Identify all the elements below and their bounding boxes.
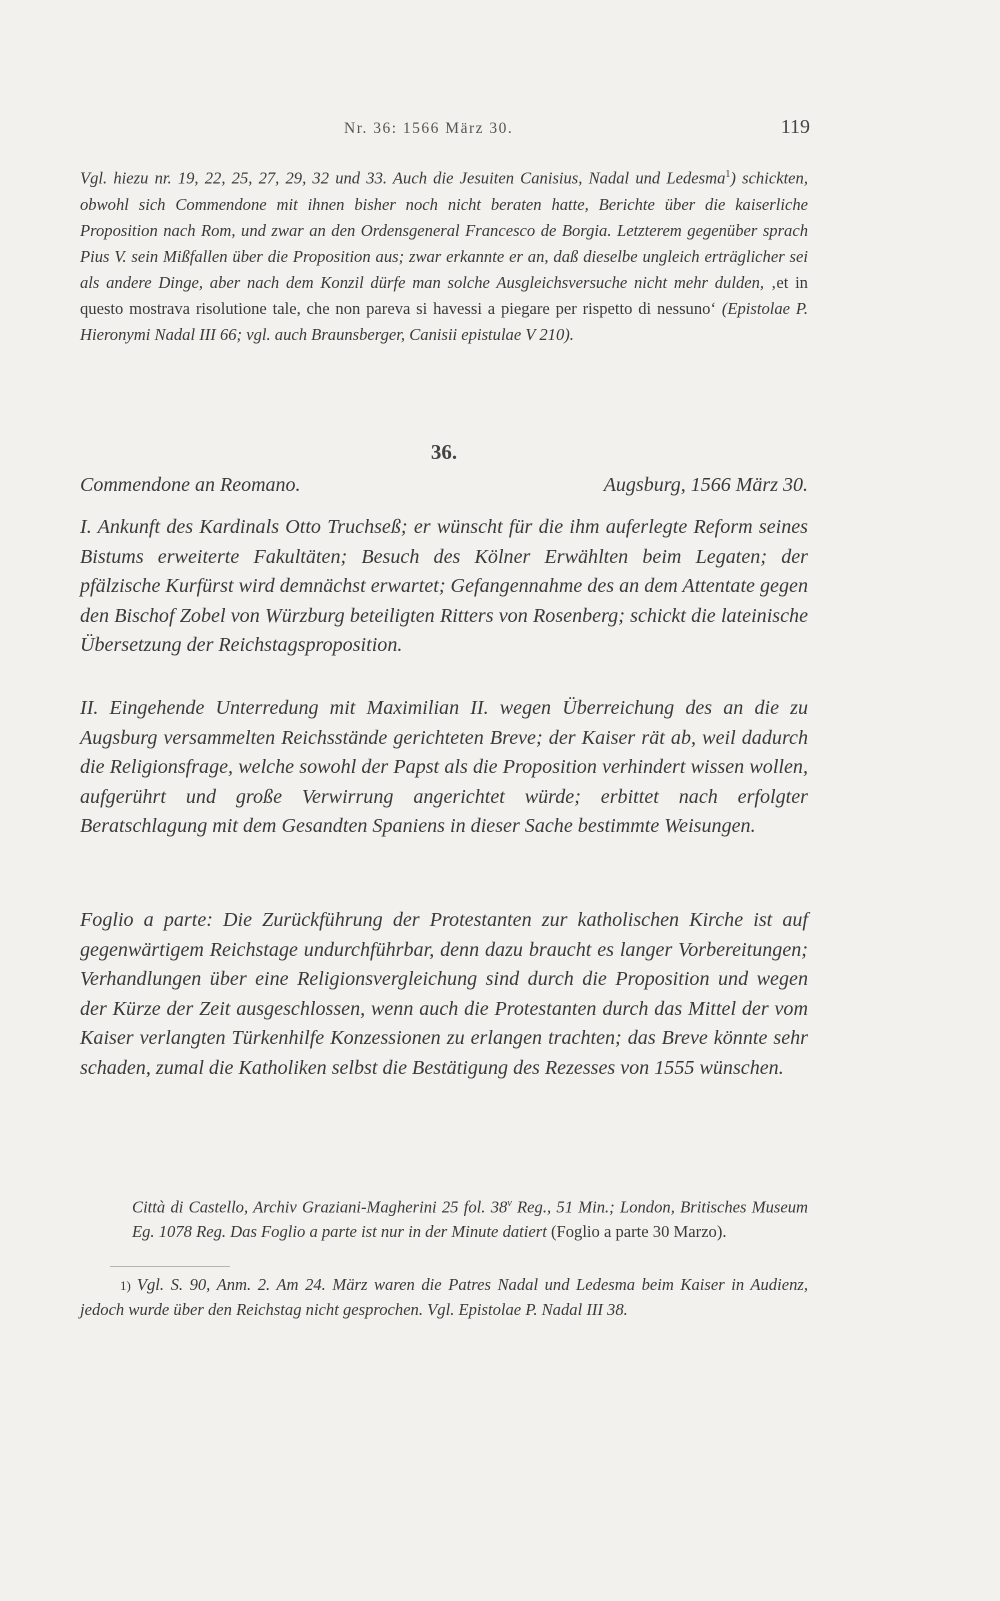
sender-recipient: Commendone an Reomano. [80, 474, 301, 496]
intro-text-1: Vgl. hiezu nr. 19, 22, 25, 27, 29, 32 und 33. Auch die Jesuiten Canisius, Nadal und Ledesma [80, 168, 726, 188]
introductory-note [80, 162, 808, 348]
document-heading [80, 474, 808, 504]
regest-foglio: Foglio a parte: Die Zurückführung der Protestanten zur katholischen Kirche ist auf gegenwärtigem Reichstage undurchführbar, denn dazu braucht es langer Vorbereitungen; Verhandlungen über eine Religionsvergleichung sind durch die Proposition und wegen der Kürze der Zeit ausgeschlossen, wenn auch die Protestanten durch das Mittel der vom Kaiser verlangten Türkenhilfe Konzessionen zu erlangen trachten; das Breve könnte sehr schaden, zumal die Katholiken selbst die Bestätigung des Rezesses von 1555 wünschen. [80, 909, 808, 1079]
intro-citation: (Epistolae P. Hieronymi Nadal III 66; vgl. auch Braunsberger, Canisii epistulae V 210). [80, 298, 808, 344]
footnote-text: Vgl. S. 90, Anm. 2. Am 24. März waren die Patres Nadal und Ledesma beim Kaiser in Audienz, jedoch wurde über den Reichstag nicht gesprochen. Vgl. Epistolae P. Nadal III 38. [80, 1275, 808, 1319]
footnote-reference: 1 [725, 169, 731, 180]
source-text-1: Città di Castello, Archiv Graziani-Magherini 25 fol. 38 [132, 1197, 508, 1217]
footnote-divider [110, 1266, 230, 1267]
document-number: 36. [430, 440, 458, 464]
regest-part-2: II. Eingehende Unterredung mit Maximilian II. wegen Überreichung des an die zu Augsburg versammelten Reichsstände gerichteten Breve; der Kaiser rät ab, weil dadurch die Religionsfrage, welche sowohl der Papst als die Proposition verhindert wissen wollen, aufgerührt und große Verwirrung angerichtet würde; erbittet nach erfolgter Beratschlagung mit dem Gesandten Spaniens in dieser Sache bestimmte Weisungen. [80, 697, 808, 837]
place-date: Augsburg, 1566 März 30. [603, 474, 808, 496]
source-text-2: Reg., 51 Min.; London, Britisches Museum Eg. 1078 Reg. Das Foglio a parte ist nur in der Minute datiert [132, 1197, 809, 1241]
intro-text-2: ) schickten, obwohl sich Commendone mit ihnen bisher noch nicht beraten hatte, Berichte über die kaiserliche Proposition nach Rom, und zwar an den Ordensgeneral Francesco de Borgia. Letzterem gegenüber sprach Pius V. sein Mißfallen über die Proposition aus; zwar erkannte er an, daß dieselbe ungleich erträglicher sei als andere Dinge, aber nach dem Konzil dürfe man solche Ausgleichsversuche nicht mehr dulden, [80, 168, 808, 292]
source-text-3: (Foglio a parte 30 Marzo). [550, 1221, 727, 1241]
regest-part-1: I. Ankunft des Kardinals Otto Truchseß; er wünscht für die ihm auferlegte Reform seines Bistums erweiterte Fakultäten; Besuch des Kölner Erwählten beim Legaten; der pfälzische Kurfürst wird demnächst erwartet; Gefangennahme des an dem Attentate gegen den Bischof Zobel von Würzburg beteiligten Ritters von Rosenberg; schickt die lateinische Übersetzung der Reichstagsproposition. [80, 516, 808, 656]
page-header [80, 116, 808, 146]
footnote [80, 1273, 808, 1322]
source-superscript: v [507, 1198, 512, 1209]
intro-italian-quote: ‚et in questo mostrava risolutione tale, che non pareva si havessi a piegare per rispetto di nessuno‘ [80, 272, 808, 318]
running-title: Nr. 36: 1566 März 30. [344, 120, 514, 137]
footnote-marker: 1) [120, 1278, 131, 1293]
source-reference [132, 1192, 808, 1244]
page-number: 119 [780, 116, 810, 138]
